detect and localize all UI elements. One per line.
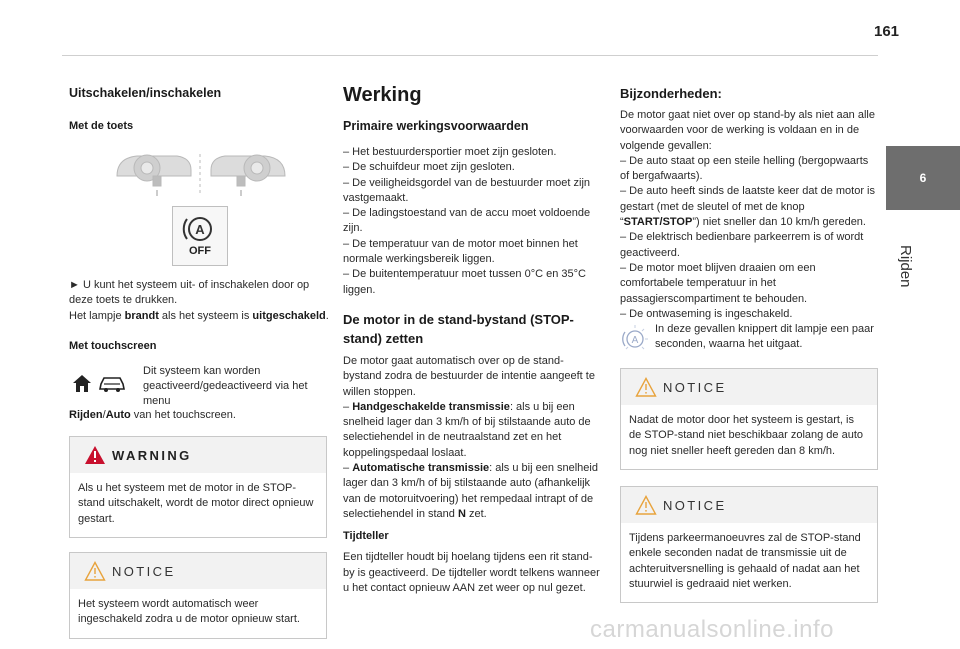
notice-box-parking xyxy=(620,486,878,603)
footer-watermark: carmanualsonline.info xyxy=(590,616,834,643)
notice-triangle-icon xyxy=(635,495,657,515)
notice-box-restart xyxy=(69,552,327,639)
notice-triangle-icon xyxy=(635,377,657,397)
page-number: 161 xyxy=(874,23,900,40)
steering-wheel-right-icon xyxy=(211,155,285,196)
header-rule xyxy=(62,55,878,56)
steering-wheel-illustration xyxy=(69,146,329,206)
column-left xyxy=(69,78,329,639)
list-item: – De buitentemperatuur moet tussen 0°C en 35°C liggen. xyxy=(343,268,586,296)
notice-text: Nadat de motor door het systeem is gestart, is de STOP-stand niet beschikbaar zolang de auto nog niet sneller heeft gereden dan 8 km/h. xyxy=(629,414,864,457)
subheading-stop-mode: De motor in de stand-bystand (STOP-stand) zetten xyxy=(343,311,574,346)
notice-text: Tijdens parkeermanoeuvres zal de STOP-stand enkele seconden nadat de transmissie uit de achteruitversnelling is gehaald of nadat aan het stuurwiel is gedraaid niet werken. xyxy=(629,532,861,590)
warning-triangle-icon xyxy=(84,445,106,465)
manual-transmission-text: – Handgeschakelde transmissie: als u bij een snelheid lager dan 3 km/h of bij stilstaande auto de selectiehendel in de neutraalstand zet en het koppelingspedaal loslaat. xyxy=(343,400,591,459)
list-item: – De auto staat op een steile helling (bergopwaarts of bergafwaarts). xyxy=(620,154,869,183)
column-right xyxy=(620,78,878,603)
auto-stop-flashing-lamp-icon xyxy=(620,324,650,352)
list-item: – De schuifdeur moet zijn gesloten. xyxy=(343,161,515,174)
warning-box xyxy=(69,436,327,538)
stop-intro: De motor gaat automatisch over op de stand-bystand zodra de bestuurder de intentie aangeeft te willen stoppen. xyxy=(343,354,595,398)
warning-text: Als u het systeem met de motor in de STOP-stand uitschakelt, wordt de motor direct opnieuw gestart. xyxy=(78,482,314,525)
conditions-list xyxy=(343,145,601,298)
list-item: – De elektrisch bedienbare parkeerrem is of wordt geactiveerd. xyxy=(620,231,864,259)
notice-box-stop-unavailable xyxy=(620,368,878,470)
particulars-intro: De motor gaat niet over op stand-by als niet aan alle voorwaarden voor de werking is voldaan en in de volgende gevallen: xyxy=(620,109,875,152)
notice-label: NOTICE xyxy=(663,498,727,514)
auto-stop-icon xyxy=(173,209,227,249)
list-item: – De motor moet blijven draaien om een comfortabele temperatuur in het passagierscompartiment te behouden. xyxy=(620,261,816,305)
touchscreen-menu-path: Rijden/Auto van het touchscreen. xyxy=(69,408,236,421)
list-item: – De auto heeft sinds de laatste keer dat de motor is gestart (met de sleutel of met de knop “START/STOP”) niet sneller dan 10 km/h gereden. xyxy=(620,185,875,229)
chapter-tab[interactable]: 6 xyxy=(886,146,960,210)
chapter-side-label: Rijden xyxy=(897,245,914,288)
notice-triangle-icon xyxy=(84,561,106,581)
section-title-werking: Werking xyxy=(343,84,422,106)
subheading-particulars: Bijzonderheden: xyxy=(620,86,722,101)
stop-start-off-button[interactable] xyxy=(172,206,228,266)
subheading-timer: Tijdteller xyxy=(343,530,389,543)
steering-wheel-left-icon xyxy=(117,155,191,196)
warning-label: WARNING xyxy=(112,448,192,464)
list-item: – De ontwaseming is ingeschakeld. xyxy=(620,307,793,320)
list-item: – De ladingstoestand van de accu moet voldoende zijn. xyxy=(343,207,591,235)
column-middle xyxy=(343,78,601,596)
svg-text:A: A xyxy=(631,335,639,347)
lamp-explanation: Het lampje brandt als het systeem is uitgeschakeld. xyxy=(69,309,329,322)
notice-label: NOTICE xyxy=(112,564,176,580)
subheading-touchscreen: Met touchscreen xyxy=(69,339,157,352)
list-item: – De temperatuur van de motor moet binnen het normale werkingsbereik liggen. xyxy=(343,237,578,266)
button-instruction: ► U kunt het systeem uit- of inschakelen door op deze toets te drukken. xyxy=(69,279,310,307)
section-heading-toggle: Uitschakelen/inschakelen xyxy=(69,86,222,100)
automatic-transmission-text: – Automatische transmissie: als u bij een snelheid lager dan 3 km/h of bij stilstaande auto (afhankelijk van de motoruitvoering) het rempedaal intrapt of de selectiehendel in stand N zet. xyxy=(343,462,598,520)
svg-text:A: A xyxy=(195,222,205,237)
notice-label: NOTICE xyxy=(663,380,727,396)
subheading-button: Met de toets xyxy=(69,120,134,132)
list-item: – Het bestuurdersportier moet zijn gesloten. xyxy=(343,146,557,158)
timer-text: Een tijdteller houdt bij hoelang tijdens een rit stand-by is geactiveerd. De tijdteller wordt telkens wanneer u het contact opnieuw AAN zet weer op nul gezet. xyxy=(343,551,600,594)
off-label: OFF xyxy=(189,245,211,257)
notice-text: Het systeem wordt automatisch weer ingeschakeld zodra u de motor opnieuw start. xyxy=(78,598,300,626)
home-car-icon xyxy=(71,372,129,394)
lamp-flashing-text: In deze gevallen knippert dit lampje een paar seconden, waarna het uitgaat. xyxy=(655,323,874,351)
list-item: – De veiligheidsgordel van de bestuurder moet zijn vastgemaakt. xyxy=(343,176,591,204)
touchscreen-text-part1: Dit systeem kan worden geactiveerd/gedeactiveerd via het menu xyxy=(143,364,308,408)
subheading-primary-conditions: Primaire werkingsvoorwaarden xyxy=(343,119,529,133)
